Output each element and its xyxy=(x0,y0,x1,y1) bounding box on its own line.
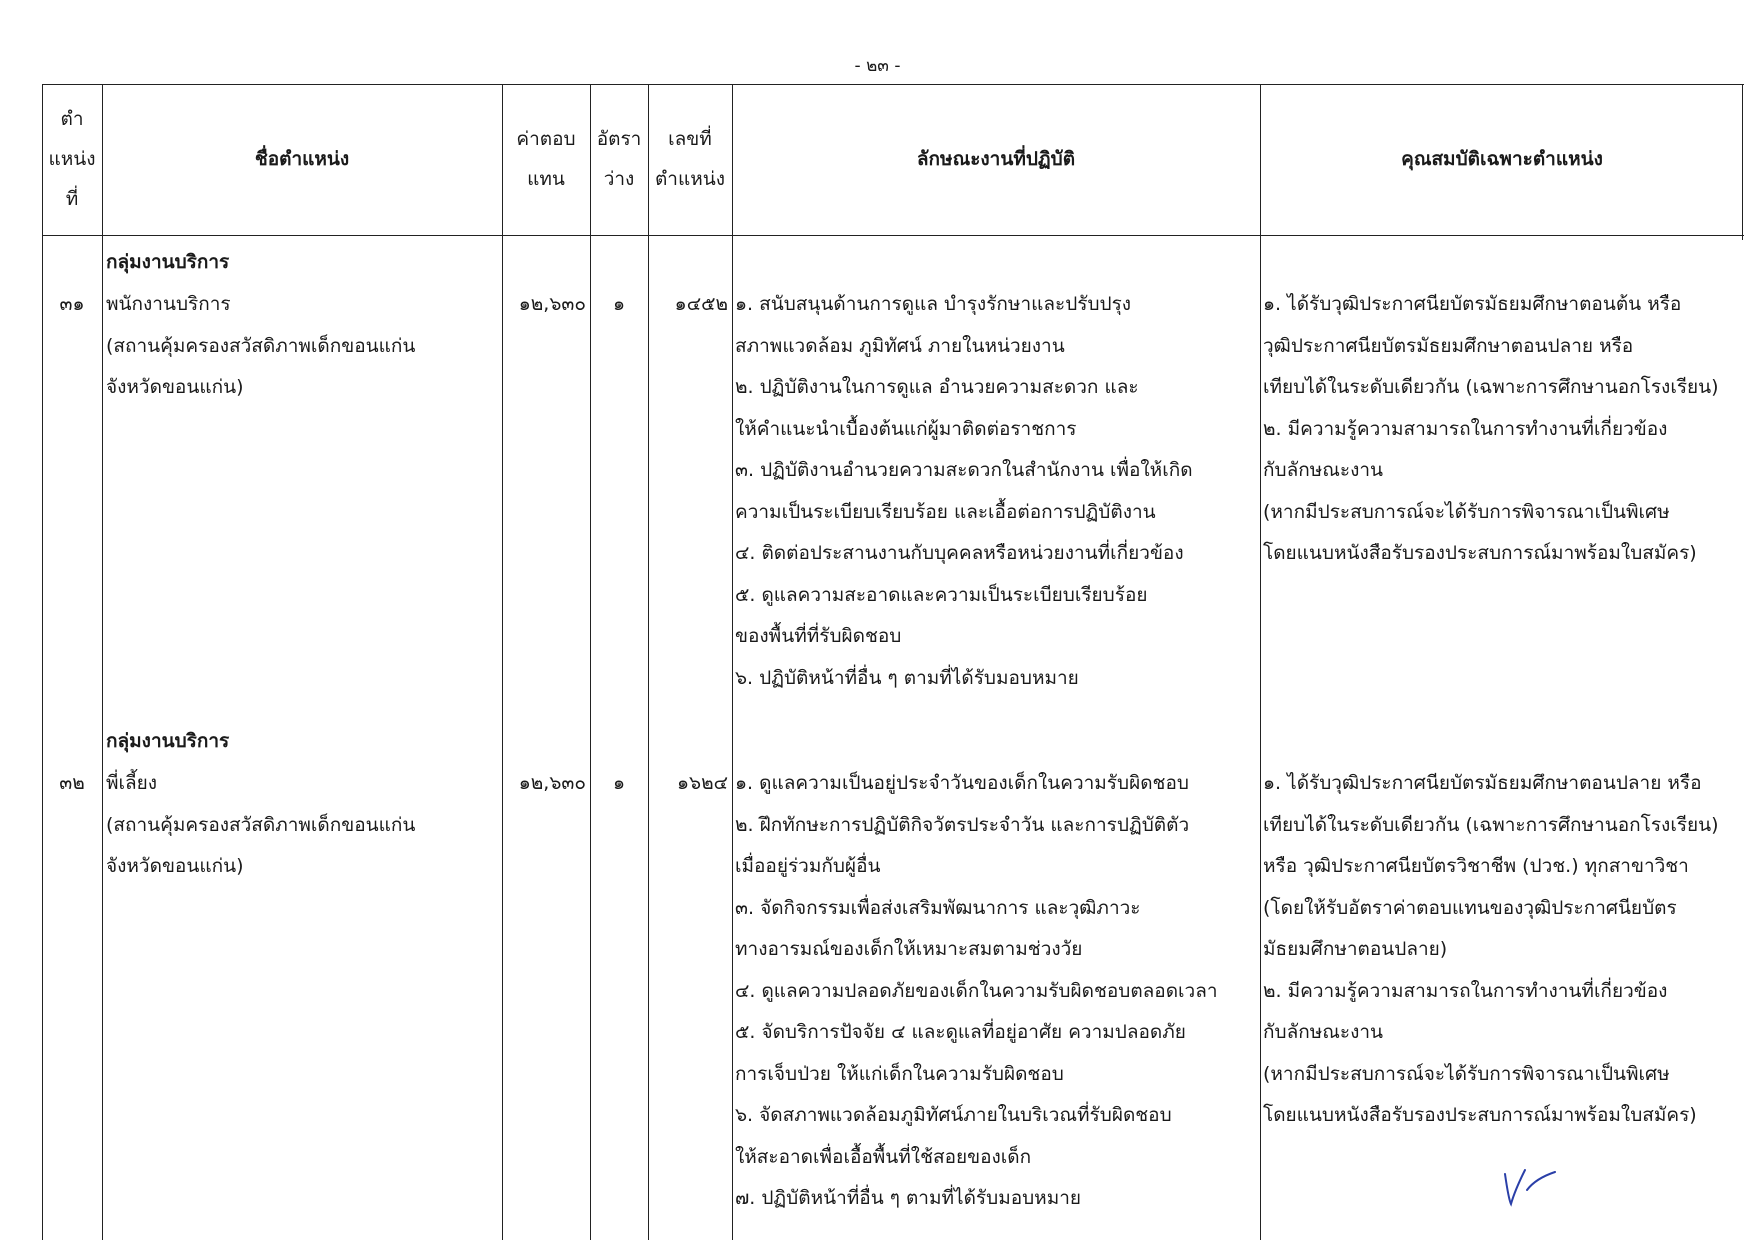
duty-line: ๒. ฝึกทักษะการปฏิบัติกิจวัตรประจำวัน และการปฏิบัติตัว xyxy=(735,813,1190,836)
duty-line: ๓. จัดกิจกรรมเพื่อส่งเสริมพัฒนาการ และวุฒิภาวะ xyxy=(735,896,1141,919)
duty-line: ๑. ดูแลความเป็นอยู่ประจำวันของเด็กในความรับผิดชอบ xyxy=(735,772,1189,794)
header-divider xyxy=(42,235,1744,236)
qualification-line: โดยแนบหนังสือรับรองประสบการณ์มาพร้อมใบสมัคร) xyxy=(1263,1104,1697,1126)
qualification-line: กับลักษณะงาน xyxy=(1263,459,1384,481)
qualification-line: โดยแนบหนังสือรับรองประสบการณ์มาพร้อมใบสมัคร) xyxy=(1263,542,1697,564)
duty-line: ความเป็นระเบียบเรียบร้อย และเอื้อต่อการปฏิบัติงาน xyxy=(735,500,1156,523)
row-31-pay: ๑๒,๖๓๐ xyxy=(518,293,586,315)
qualification-line: วุฒิประกาศนียบัตรมัธยมศึกษาตอนปลาย หรือ xyxy=(1263,334,1634,357)
row-32-position-name: พี่เลี้ยง (สถานคุ้มครองสวัสดิภาพเด็กขอนแก่น จังหวัดขอนแก่น) xyxy=(106,772,416,877)
row-31-position-name: พนักงานบริการ (สถานคุ้มครองสวัสดิภาพเด็กขอนแก่น จังหวัดขอนแก่น) xyxy=(106,293,416,398)
header-position-no: ตำ แหน่ง ที่ xyxy=(48,108,96,210)
row-32-number: ๓๒ xyxy=(59,772,85,794)
qualification-line: กับลักษณะงาน xyxy=(1263,1021,1384,1043)
qualification-line: เทียบได้ในระดับเดียวกัน (เฉพาะการศึกษานอกโรงเรียน) xyxy=(1263,376,1719,398)
duty-line: การเจ็บป่วย ให้แก่เด็กในความรับผิดชอบ xyxy=(735,1062,1064,1085)
row-31-group: กลุ่มงานบริการ xyxy=(106,251,230,273)
duty-line: สภาพแวดล้อม ภูมิทัศน์ ภายในหน่วยงาน xyxy=(735,334,1065,357)
duty-line: ๕. ดูแลความสะอาดและความเป็นระเบียบเรียบร้อย xyxy=(735,583,1148,606)
duty-line: ๔. ติดต่อประสานงานกับบุคคลหรือหน่วยงานที่เกี่ยวข้อง xyxy=(735,542,1184,564)
table-border-left xyxy=(42,84,43,1240)
page-number: - ๒๓ - xyxy=(854,56,901,76)
qualification-line: ๑. ได้รับวุฒิประกาศนียบัตรมัธยมศึกษาตอนต้น หรือ xyxy=(1263,293,1682,315)
col-divider xyxy=(102,84,103,1240)
header-position-number: เลขที่ ตำแหน่ง xyxy=(654,128,726,190)
qualification-line: (หากมีประสบการณ์จะได้รับการพิจารณาเป็นพิเศษ xyxy=(1263,500,1670,523)
qualification-line: ๒. มีความรู้ความสามารถในการทำงานที่เกี่ยวข้อง xyxy=(1263,979,1668,1002)
qualification-line: (หากมีประสบการณ์จะได้รับการพิจารณาเป็นพิเศษ xyxy=(1263,1062,1670,1085)
header-duties: ลักษณะงานที่ปฏิบัติ xyxy=(916,148,1076,170)
row-31-number: ๓๑ xyxy=(59,293,85,315)
row-32-vacancy: ๑ xyxy=(612,772,626,794)
row-32-position-number: ๑๖๒๔ xyxy=(676,772,728,794)
row-32-pay: ๑๒,๖๓๐ xyxy=(518,772,586,794)
header-vacancy: อัตรา ว่าง xyxy=(596,128,642,190)
col-divider xyxy=(502,84,503,1240)
duty-line: ให้สะอาดเพื่อเอื้อพื้นที่ใช้สอยของเด็ก xyxy=(735,1145,1032,1168)
row-32-group: กลุ่มงานบริการ xyxy=(106,730,230,752)
col-divider xyxy=(1260,84,1261,1240)
duty-line: ๓. ปฏิบัติงานอำนวยความสะดวกในสำนักงาน เพื่อให้เกิด xyxy=(735,459,1193,481)
duty-line: ๒. ปฏิบัติงานในการดูแล อำนวยความสะดวก และ xyxy=(735,376,1139,398)
col-divider xyxy=(732,84,733,1240)
duty-line: ๖. ปฏิบัติหน้าที่อื่น ๆ ตามที่ได้รับมอบหมาย xyxy=(735,666,1079,689)
duty-line: ให้คำแนะนำเบื้องต้นแก่ผู้มาติดต่อราชการ xyxy=(735,417,1077,440)
duty-line: ๑. สนับสนุนด้านการดูแล บำรุงรักษาและปรับปรุง xyxy=(735,293,1132,315)
row-32-duties xyxy=(735,763,1218,1220)
qualification-line: (โดยให้รับอัตราค่าตอบแทนของวุฒิประกาศนียบัตร xyxy=(1263,896,1677,919)
qualification-line: เทียบได้ในระดับเดียวกัน (เฉพาะการศึกษานอกโรงเรียน) xyxy=(1263,813,1719,836)
duty-line: ๖. จัดสภาพแวดล้อมภูมิทัศน์ภายในบริเวณที่รับผิดชอบ xyxy=(735,1104,1172,1126)
row-31-position-number: ๑๔๕๒ xyxy=(674,293,728,315)
duty-line: ๕. จัดบริการปัจจัย ๔ และดูแลที่อยู่อาศัย ความปลอดภัย xyxy=(735,1021,1186,1043)
qualification-line: มัธยมศึกษาตอนปลาย) xyxy=(1263,938,1448,960)
row-31-vacancy: ๑ xyxy=(612,293,626,315)
duty-line: เมื่ออยู่ร่วมกับผู้อื่น xyxy=(735,855,881,877)
row-31-qualifications xyxy=(1263,284,1719,575)
row-32-qualifications xyxy=(1263,763,1719,1137)
qualification-line: หรือ วุฒิประกาศนียบัตรวิชาชีพ (ปวช.) ทุกสาขาวิชา xyxy=(1263,855,1689,877)
handwritten-initials xyxy=(1497,1160,1567,1210)
duty-line: ของพื้นที่ที่รับผิดชอบ xyxy=(735,625,902,647)
col-divider xyxy=(590,84,591,1240)
qualification-line: ๒. มีความรู้ความสามารถในการทำงานที่เกี่ยวข้อง xyxy=(1263,417,1668,440)
header-pay: ค่าตอบ แทน xyxy=(516,128,576,190)
positions-table xyxy=(42,84,1744,1240)
duty-line: ๔. ดูแลความปลอดภัยของเด็กในความรับผิดชอบตลอดเวลา xyxy=(735,979,1218,1002)
duty-line: ทางอารมณ์ของเด็กให้เหมาะสมตามช่วงวัย xyxy=(735,938,1083,960)
duty-line: ๗. ปฏิบัติหน้าที่อื่น ๆ ตามที่ได้รับมอบหมาย xyxy=(735,1187,1082,1209)
row-31-duties xyxy=(735,284,1193,699)
qualification-line: ๑. ได้รับวุฒิประกาศนียบัตรมัธยมศึกษาตอนปลาย หรือ xyxy=(1263,772,1702,794)
col-divider xyxy=(648,84,649,1240)
header-qualifications: คุณสมบัติเฉพาะตำแหน่ง xyxy=(1401,148,1603,170)
header-position-name: ชื่อตำแหน่ง xyxy=(254,148,350,170)
